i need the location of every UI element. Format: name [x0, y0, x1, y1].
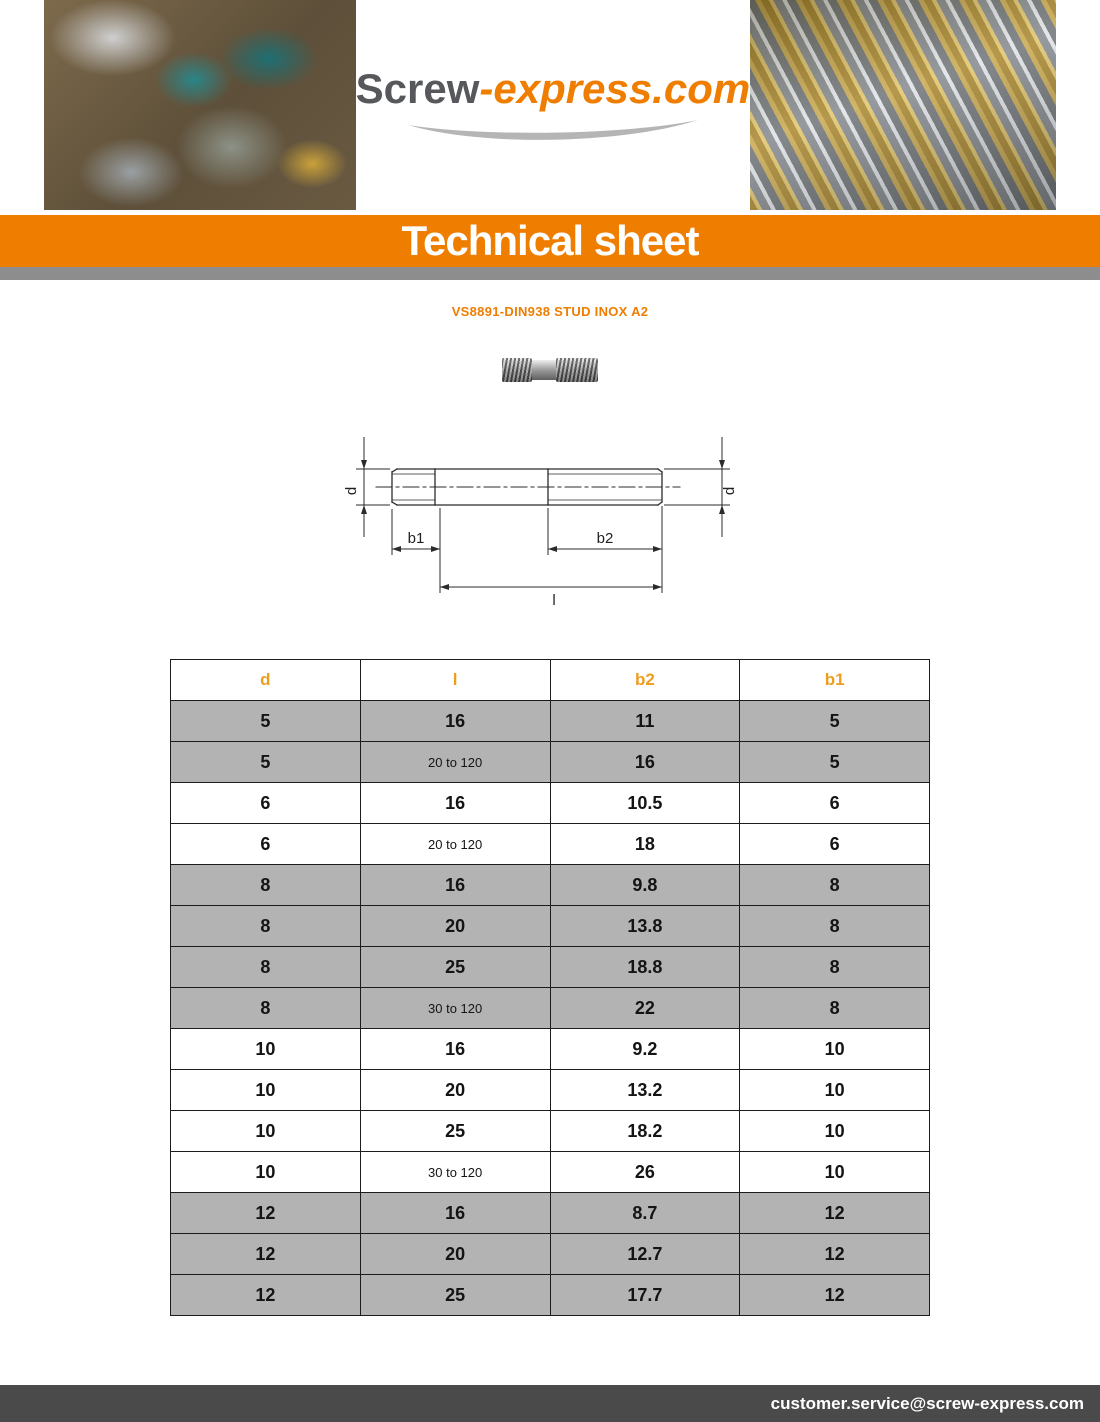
screws-photo: [750, 0, 1056, 210]
workbench-photo: [44, 0, 356, 210]
table-row: [171, 1070, 930, 1111]
technical-drawing: [0, 409, 1100, 631]
table-cell: 10: [740, 1111, 930, 1152]
table-cell: 12.7: [550, 1234, 740, 1275]
dim-label-d-left: d: [343, 486, 360, 496]
table-cell: 25: [360, 1111, 550, 1152]
table-row: [171, 947, 930, 988]
table-row: [171, 783, 930, 824]
table-cell: 10: [171, 1070, 361, 1111]
table-cell: 5: [740, 701, 930, 742]
table-cell: 5: [740, 742, 930, 783]
table-row: [171, 824, 930, 865]
brand-logo: [355, 64, 751, 112]
table-cell: 12: [740, 1275, 930, 1316]
table-cell: 6: [740, 824, 930, 865]
table-row: [171, 701, 930, 742]
table-cell: 10: [171, 1029, 361, 1070]
table-row: [171, 1193, 930, 1234]
table-row: [171, 865, 930, 906]
table-cell: 20: [360, 906, 550, 947]
spec-table: [170, 659, 930, 1316]
table-header-row: [171, 660, 930, 701]
product-title: VS8891-DIN938 STUD INOX A2: [451, 304, 649, 319]
table-cell: 16: [360, 701, 550, 742]
table-cell: 20 to 120: [360, 742, 550, 783]
table-cell: 22: [550, 988, 740, 1029]
table-cell: 5: [171, 742, 361, 783]
table-cell: 10: [740, 1029, 930, 1070]
table-cell: 11: [550, 701, 740, 742]
table-row: [171, 742, 930, 783]
table-cell: 8: [740, 865, 930, 906]
table-cell: 18.8: [550, 947, 740, 988]
table-row: [171, 1152, 930, 1193]
table-cell: 10.5: [550, 783, 740, 824]
table-cell: 17.7: [550, 1275, 740, 1316]
table-cell: 12: [171, 1275, 361, 1316]
table-cell: 5: [171, 701, 361, 742]
table-cell: 16: [360, 1193, 550, 1234]
table-cell: 6: [740, 783, 930, 824]
table-cell: 9.8: [550, 865, 740, 906]
table-row: [171, 988, 930, 1029]
customer-service-email[interactable]: customer.service@screw-express.com: [770, 1393, 1084, 1413]
table-cell: 26: [550, 1152, 740, 1193]
divider-strip: [0, 267, 1100, 280]
table-cell: 6: [171, 783, 361, 824]
table-cell: 10: [740, 1152, 930, 1193]
table-cell: 6: [171, 824, 361, 865]
page-footer: [0, 1385, 1100, 1422]
table-cell: 12: [171, 1234, 361, 1275]
table-cell: 20: [360, 1234, 550, 1275]
stud-dimension-drawing: [330, 409, 770, 631]
table-cell: 8: [740, 947, 930, 988]
column-header-b2: b2: [550, 660, 740, 701]
column-header-b1: b1: [740, 660, 930, 701]
table-cell: 25: [360, 1275, 550, 1316]
table-cell: 8: [171, 988, 361, 1029]
table-cell: 30 to 120: [360, 1152, 550, 1193]
logo-swoosh: [398, 117, 708, 143]
dim-label-d-right: d: [721, 486, 738, 496]
table-cell: 12: [171, 1193, 361, 1234]
table-cell: 10: [740, 1070, 930, 1111]
dim-label-b2: b2: [596, 530, 614, 547]
logo-text-primary: Screw: [355, 64, 480, 112]
table-cell: 18: [550, 824, 740, 865]
table-cell: 18.2: [550, 1111, 740, 1152]
banner: [0, 215, 1100, 267]
stud-product-image: [502, 357, 598, 383]
dim-label-l: l: [552, 592, 556, 609]
table-cell: 8: [740, 988, 930, 1029]
table-row: [171, 906, 930, 947]
table-row: [171, 1275, 930, 1316]
table-cell: 10: [171, 1152, 361, 1193]
banner-title: Technical sheet: [401, 217, 699, 264]
table-cell: 9.2: [550, 1029, 740, 1070]
column-header-l: l: [360, 660, 550, 701]
table-cell: 30 to 120: [360, 988, 550, 1029]
table-cell: 20 to 120: [360, 824, 550, 865]
table-cell: 8: [171, 865, 361, 906]
table-cell: 20: [360, 1070, 550, 1111]
table-cell: 12: [740, 1234, 930, 1275]
logo-area: [356, 0, 751, 210]
stud-shank: [532, 360, 556, 380]
table-cell: 16: [550, 742, 740, 783]
table-cell: 13.8: [550, 906, 740, 947]
logo-text-secondary: -express.com: [479, 64, 751, 112]
table-cell: 25: [360, 947, 550, 988]
spec-table-wrap: [0, 659, 1100, 1316]
table-cell: 10: [171, 1111, 361, 1152]
table-cell: 8.7: [550, 1193, 740, 1234]
table-cell: 12: [740, 1193, 930, 1234]
table-cell: 16: [360, 1029, 550, 1070]
table-cell: 8: [171, 947, 361, 988]
table-cell: 16: [360, 865, 550, 906]
table-cell: 8: [740, 906, 930, 947]
table-row: [171, 1029, 930, 1070]
spec-table-body: [171, 701, 930, 1316]
table-cell: 16: [360, 783, 550, 824]
stud-thread-right: [556, 358, 598, 382]
table-row: [171, 1111, 930, 1152]
table-cell: 8: [171, 906, 361, 947]
stud-thread-left: [502, 358, 532, 382]
column-header-d: d: [171, 660, 361, 701]
page-header: [0, 0, 1100, 210]
table-cell: 13.2: [550, 1070, 740, 1111]
table-row: [171, 1234, 930, 1275]
dim-label-b1: b1: [407, 530, 425, 547]
